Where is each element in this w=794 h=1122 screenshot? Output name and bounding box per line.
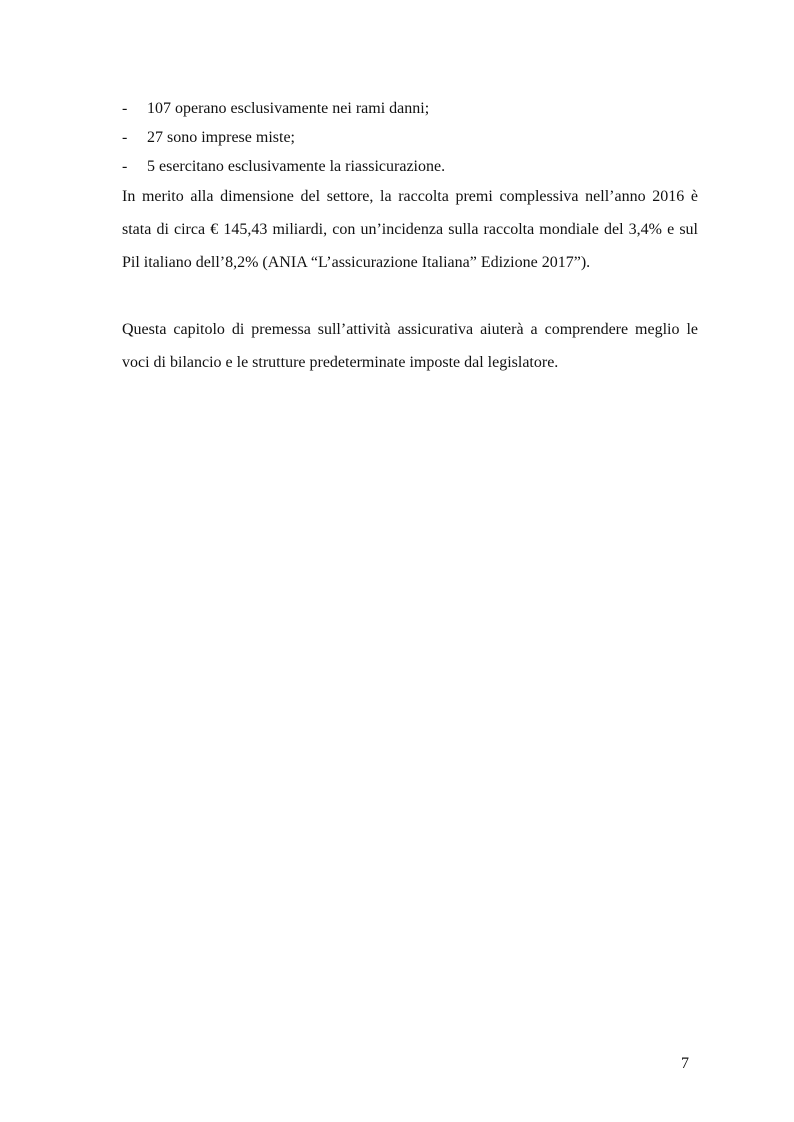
- list-item-text: 27 sono imprese miste;: [147, 129, 295, 146]
- paragraph-sector-size: In merito alla dimensione del settore, la raccolta premi complessiva nell’anno 2016 è stata di circa € 145,43 miliardi, con un’incidenza sulla raccolta mondiale del 3,4% e sul Pil italiano dell’8,2% (ANIA “L’assicurazione Italiana” Edizione 2017”).: [122, 188, 698, 271]
- list-item: [122, 152, 698, 181]
- bullet-dash: -: [122, 129, 128, 146]
- paragraph-chapter-purpose: Questa capitolo di premessa sull’attività assicurativa aiuterà a comprendere meglio le voci di bilancio e le strutture predeterminate imposte dal legislatore.: [122, 321, 698, 371]
- list-item-text: 107 operano esclusivamente nei rami danni;: [147, 100, 430, 117]
- list-item: [122, 94, 698, 123]
- bullet-dash: -: [122, 100, 128, 117]
- bullet-dash: -: [122, 158, 128, 175]
- list-item: [122, 123, 698, 152]
- bullet-list: [122, 94, 698, 181]
- page-number: 7: [681, 1055, 689, 1072]
- list-item-text: 5 esercitano esclusivamente la riassicurazione.: [147, 158, 446, 175]
